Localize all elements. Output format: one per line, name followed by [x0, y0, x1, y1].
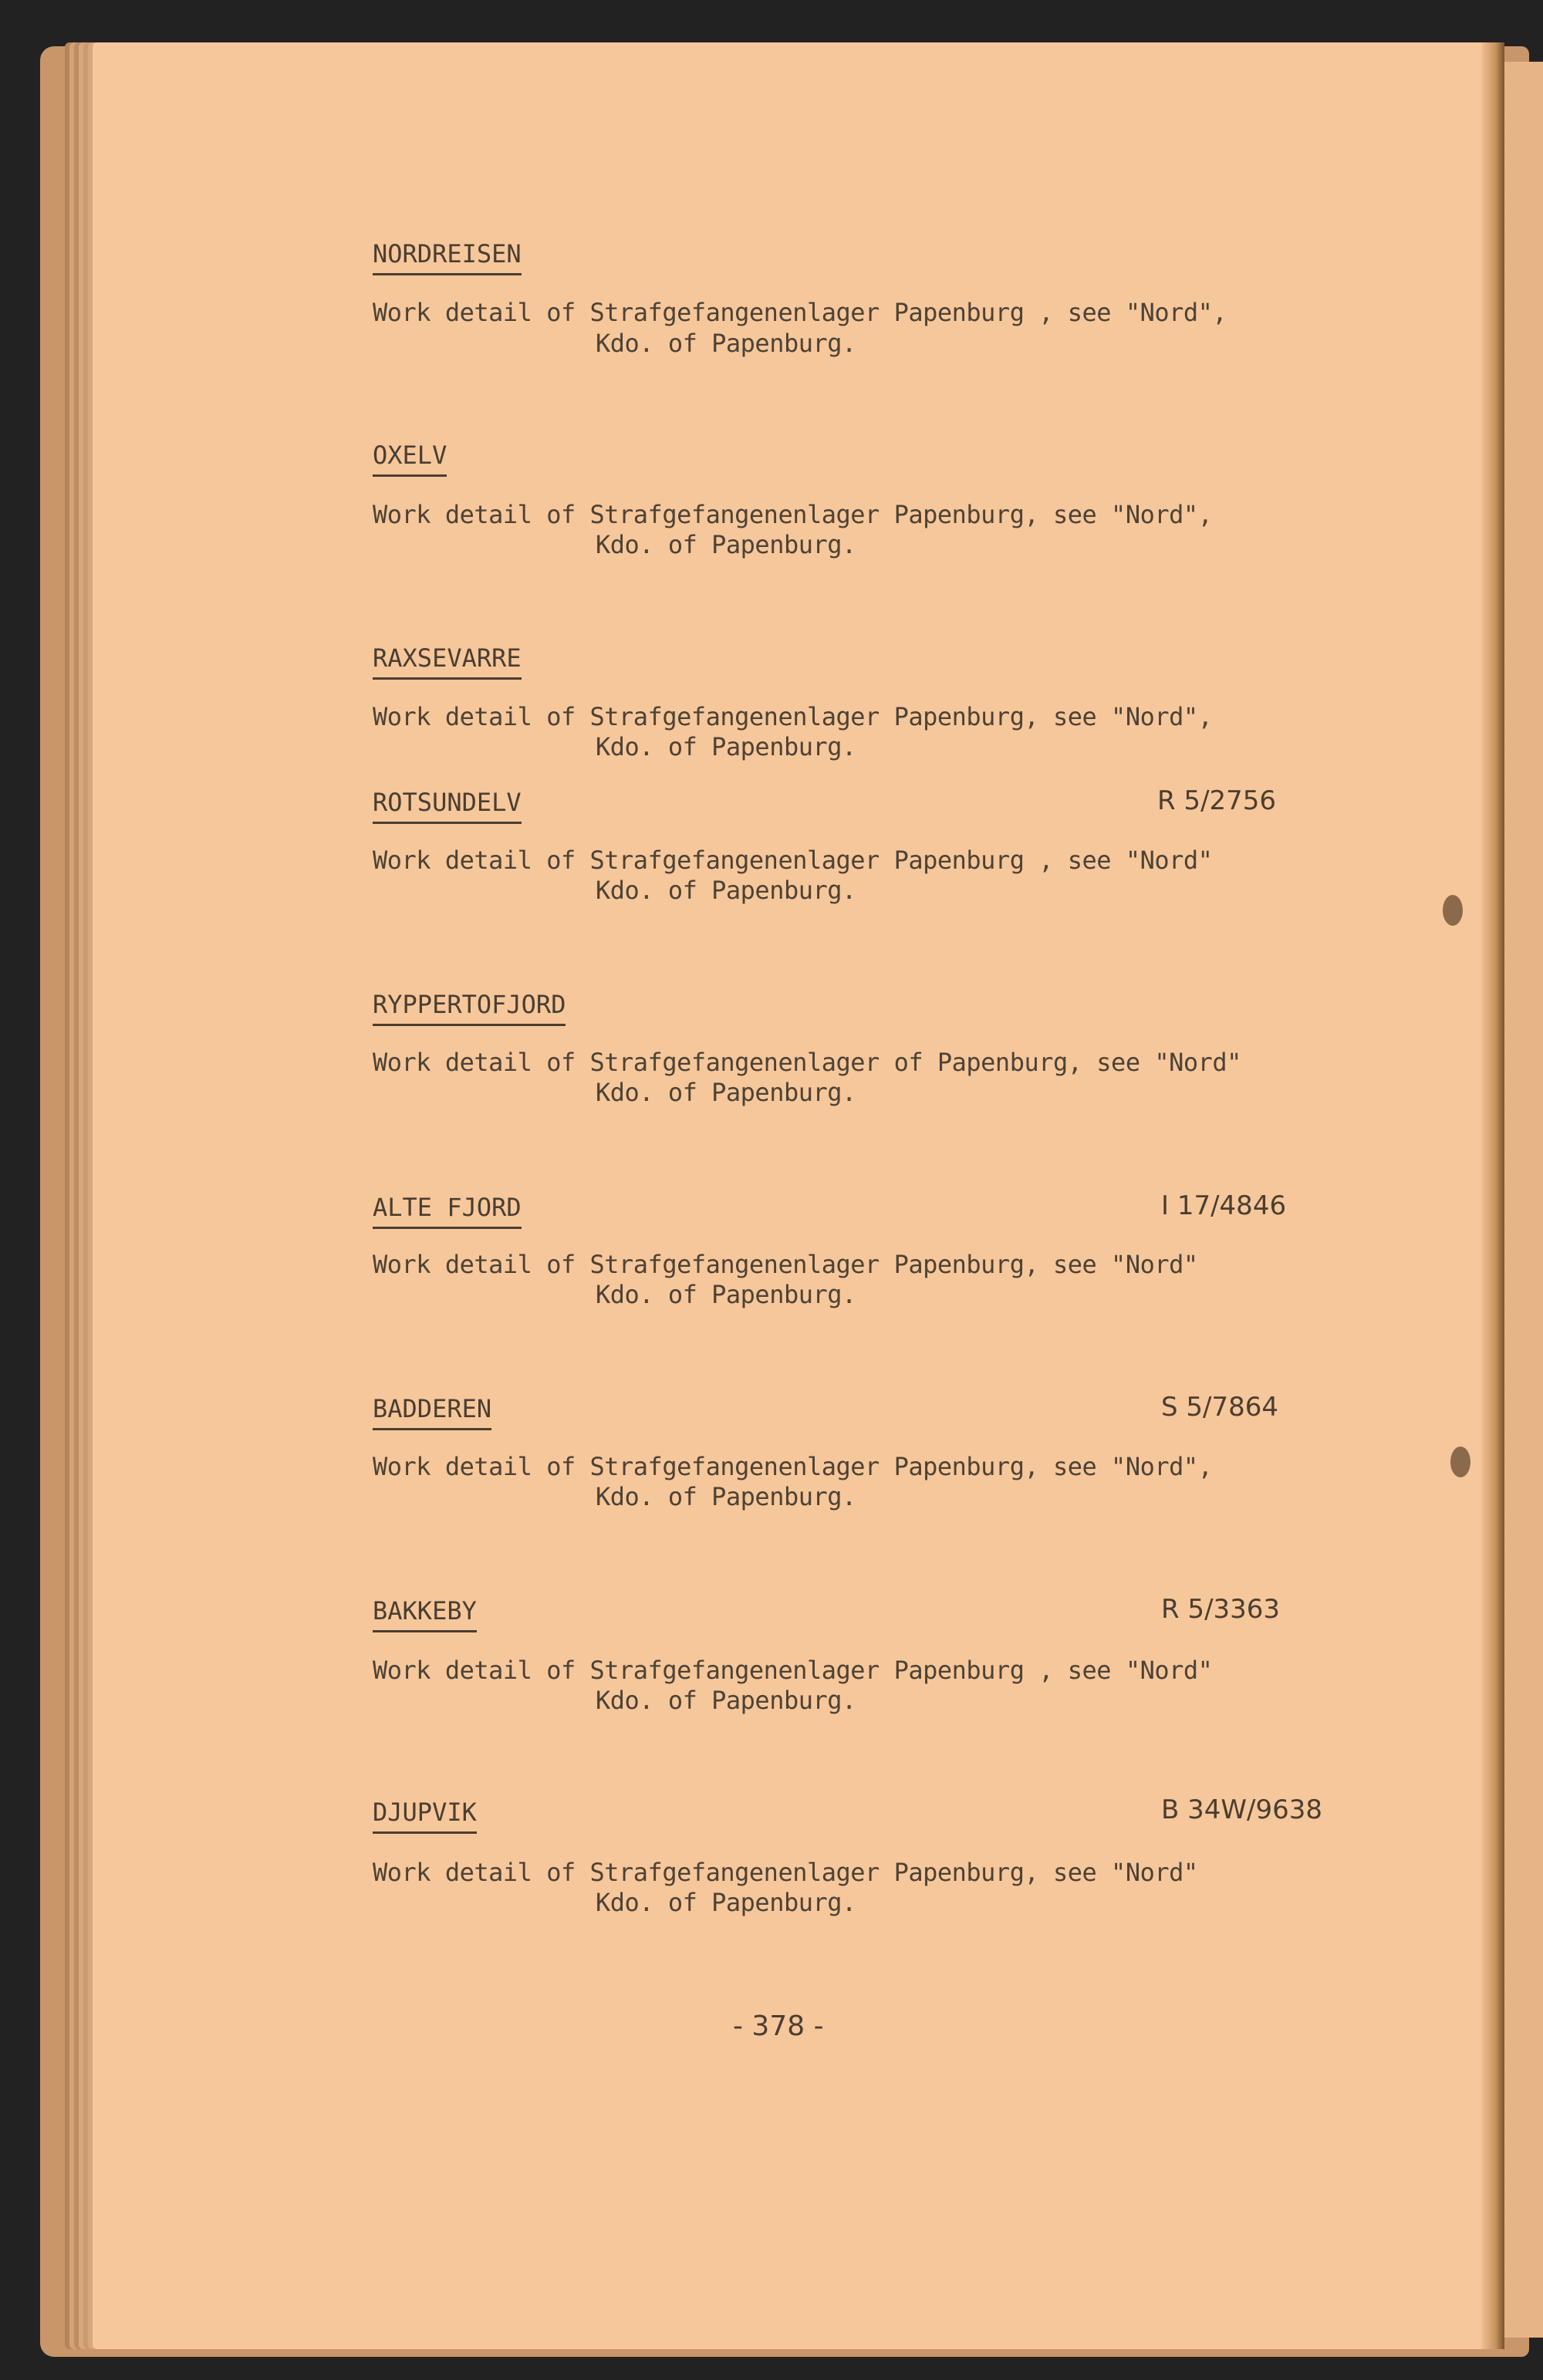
entry-description: Work detail of Strafgefangenenlager Papenburg , see "Nord" — [373, 1656, 1213, 1685]
entry-kdo: Kdo. of Papenburg. — [596, 732, 856, 761]
entry-kdo: Kdo. of Papenburg. — [596, 530, 856, 559]
entry-heading: ALTE FJORD — [373, 1193, 522, 1229]
entry-reference: I 17/4846 — [1161, 1190, 1287, 1221]
entry-description: Work detail of Strafgefangenenlager Papenburg , see "Nord" — [373, 846, 1213, 875]
entry-heading: OXELV — [373, 441, 447, 477]
entry-heading: BAKKEBY — [373, 1596, 477, 1632]
entry-reference: B 34W/9638 — [1161, 1794, 1322, 1825]
entry-kdo: Kdo. of Papenburg. — [596, 329, 856, 358]
entry-reference: S 5/7864 — [1161, 1392, 1279, 1423]
entry-reference: R 5/2756 — [1157, 785, 1277, 816]
entry-description: Work detail of Strafgefangenenlager Papenburg, see "Nord" — [373, 1858, 1198, 1887]
entry-description: Work detail of Strafgefangenenlager of Papenburg, see "Nord" — [373, 1048, 1241, 1077]
entry-reference: R 5/3363 — [1161, 1594, 1281, 1625]
entry-description: Work detail of Strafgefangenenlager Papenburg, see "Nord", — [373, 702, 1213, 731]
entry-heading: NORDREISEN — [373, 239, 522, 275]
entry-kdo: Kdo. of Papenburg. — [596, 1888, 856, 1917]
page-number: - 378 - — [733, 2010, 824, 2042]
entry-kdo: Kdo. of Papenburg. — [596, 876, 856, 905]
entry-kdo: Kdo. of Papenburg. — [596, 1078, 856, 1107]
entry-description: Work detail of Strafgefangenenlager Papenburg , see "Nord", — [373, 298, 1227, 327]
entry-heading: DJUPVIK — [373, 1798, 477, 1834]
entry-kdo: Kdo. of Papenburg. — [596, 1482, 856, 1511]
entry-heading: BADDEREN — [373, 1394, 491, 1430]
entry-heading: ROTSUNDELV — [373, 788, 522, 824]
entry-description: Work detail of Strafgefangenenlager Papenburg, see "Nord" — [373, 1250, 1198, 1279]
entry-kdo: Kdo. of Papenburg. — [596, 1280, 856, 1309]
entry-description: Work detail of Strafgefangenenlager Papenburg, see "Nord", — [373, 1452, 1213, 1481]
entry-kdo: Kdo. of Papenburg. — [596, 1686, 856, 1715]
entry-heading: RAXSEVARRE — [373, 643, 522, 680]
entry-description: Work detail of Strafgefangenenlager Papenburg, see "Nord", — [373, 500, 1213, 529]
entry-heading: RYPPERTOFJORD — [373, 990, 566, 1026]
